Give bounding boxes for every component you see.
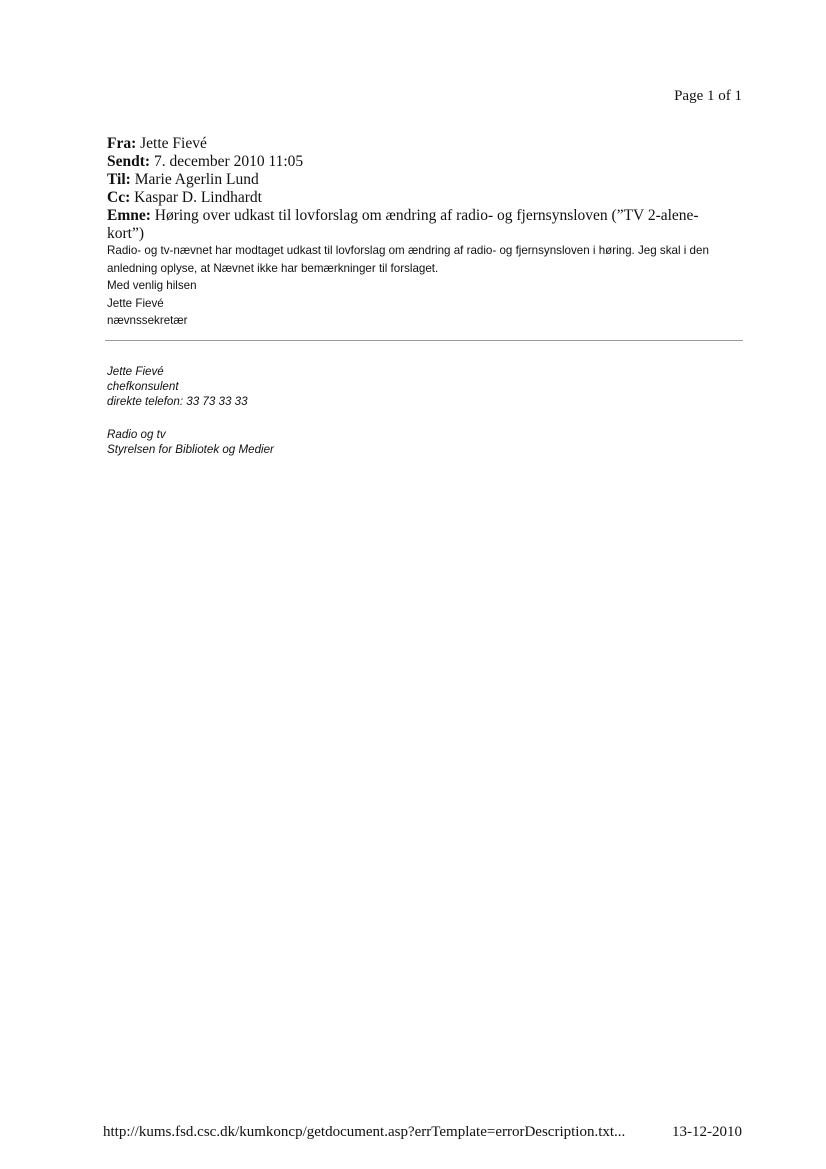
email-header [107,135,727,243]
signature-title: chefkonsulent [107,380,179,393]
from-label: Fra: [107,135,137,152]
signature-spacer [107,409,274,427]
page-number: Page 1 of 1 [674,88,742,104]
sent-line [107,153,727,171]
body-paragraph: Radio- og tv-nævnet har modtaget udkast til lovforslag om ændring af radio- og fjernsynsloven i høring. Jeg skal i den anledning oplyse, at Nævnet ikke har bemærkninger til forslaget. [107,244,709,275]
cc-line [107,189,727,207]
to-value: Marie Agerlin Lund [134,171,259,188]
footer-url: http://kums.fsd.csc.dk/kumkoncp/getdocument.asp?errTemplate=errorDescription.txt... [103,1124,626,1140]
to-line [107,171,727,189]
cc-label: Cc: [107,189,131,206]
signature-phone: direkte telefon: 33 73 33 33 [107,395,248,408]
cc-value: Kaspar D. Lindhardt [134,189,262,206]
sent-value: 7. december 2010 11:05 [153,153,304,170]
subject-label: Emne: [107,207,151,224]
to-label: Til: [107,171,131,188]
subject-line [107,207,727,243]
signature-organization: Styrelsen for Bibliotek og Medier [107,443,274,456]
closing-greeting: Med venlig hilsen [107,279,197,292]
sender-name: Jette Fievé [107,296,164,310]
footer-date: 13-12-2010 [672,1124,742,1140]
divider [105,340,743,341]
page-footer [103,1124,742,1141]
subject-value: Høring over udkast til lovforslag om ændring af radio- og fjernsynsloven (”TV 2-alene-kort”) [107,207,699,242]
email-body [107,242,743,330]
from-line [107,135,727,153]
sent-label: Sendt: [107,153,151,170]
signature-name: Jette Fievé [107,365,164,378]
signature-block [107,364,274,457]
sender-title: nævnssekretær [107,314,188,327]
from-value: Jette Fievé [140,135,207,152]
signature-department: Radio og tv [107,428,166,441]
